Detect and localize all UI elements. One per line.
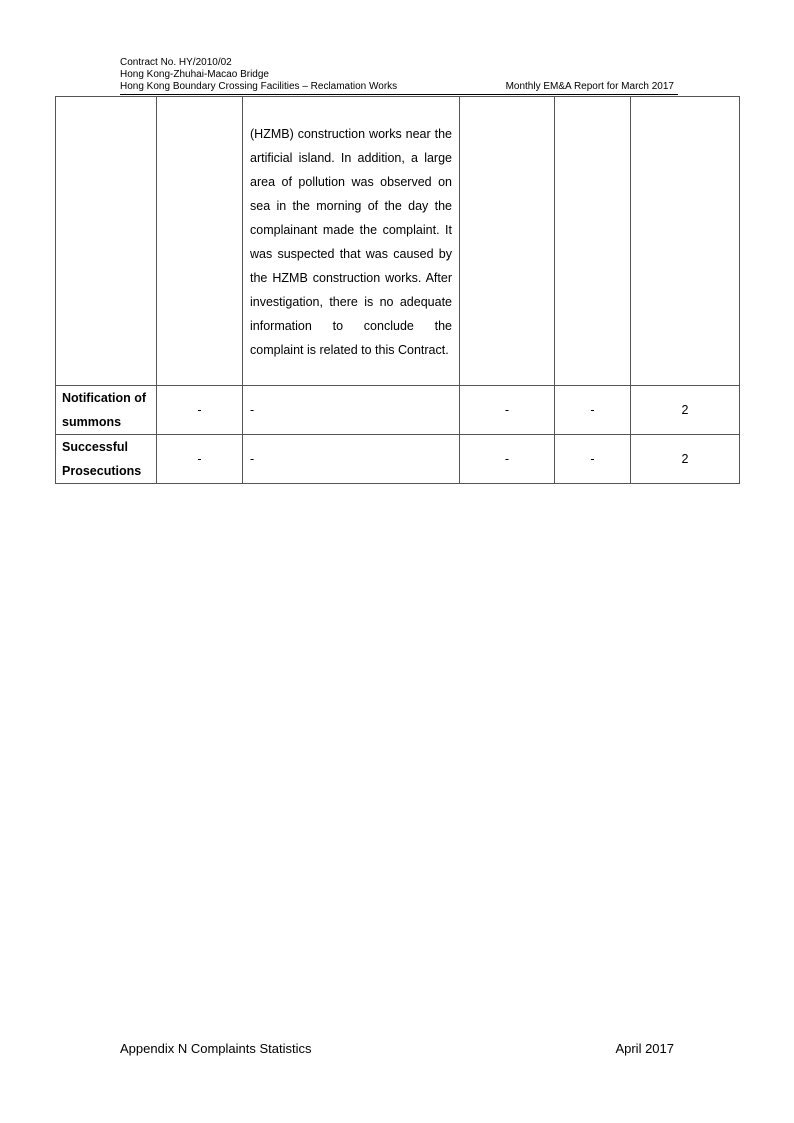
contract-number: Contract No. HY/2010/02: [120, 57, 232, 68]
table-cell: -: [157, 435, 243, 484]
table-cell: -: [460, 386, 555, 435]
footer-date: April 2017: [615, 1041, 674, 1056]
row-label: Notification of summons: [56, 386, 157, 435]
table-cell: 2: [631, 435, 740, 484]
table-cell: -: [243, 435, 460, 484]
table-cell: [157, 97, 243, 386]
table-cell: -: [555, 386, 631, 435]
page-header: [120, 57, 678, 95]
table-cell: [460, 97, 555, 386]
table-cell: [631, 97, 740, 386]
table-cell: -: [555, 435, 631, 484]
table-row: [56, 386, 740, 435]
complaints-table: [55, 96, 740, 484]
report-title: Monthly EM&A Report for March 2017: [505, 81, 674, 92]
page-footer: [120, 1041, 674, 1056]
row-label: Successful Prosecutions: [56, 435, 157, 484]
table-cell: [56, 97, 157, 386]
table-row: [56, 435, 740, 484]
table-row-continued: [56, 97, 740, 386]
project-name: Hong Kong-Zhuhai-Macao Bridge: [120, 69, 269, 80]
table-cell: 2: [631, 386, 740, 435]
appendix-title: Appendix N Complaints Statistics: [120, 1041, 312, 1056]
header-row: [120, 81, 678, 95]
complaint-description: (HZMB) construction works near the artificial island. In addition, a large area of pollution was observed on sea in the morning of the day the complainant made the complaint. It was suspected that was caused by the HZMB construction works. After investigation, there is no adequate information to conclude the complaint is related to this Contract.: [250, 127, 452, 357]
table-cell: -: [157, 386, 243, 435]
table-cell: [555, 97, 631, 386]
table-cell: -: [243, 386, 460, 435]
table-cell: -: [460, 435, 555, 484]
complaint-description-cell: [243, 97, 460, 386]
works-title: Hong Kong Boundary Crossing Facilities – Reclamation Works: [120, 81, 398, 92]
